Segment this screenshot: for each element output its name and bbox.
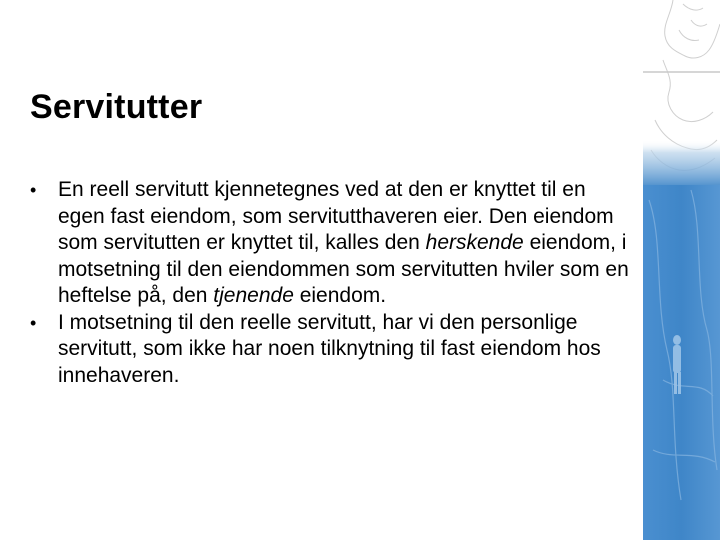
- emphasis-tjenende: tjenende: [213, 284, 294, 307]
- emphasis-herskende: herskende: [425, 231, 524, 254]
- bullet-item: [30, 310, 630, 390]
- slide-title: Servitutter: [30, 88, 203, 126]
- bullet-text: En reell servitutt kjennetegnes ved at den er knyttet til en egen fast eiendom, som servitutthaveren eier. Den eiendom som servitutten er knyttet til, kalles den herskende eiendom, i motsetning til den eiendommen som servitutten hviler som en heftelse på, den tjenende eiendom.: [58, 178, 629, 307]
- bullet-text: I motsetning til den reelle servitutt, har vi den personlige servitutt, som ikke har noen tilknytning til fast eiendom hos innehaveren.: [58, 310, 601, 387]
- bullet-marker: •: [30, 312, 37, 333]
- classical-head-logo-icon: [643, 0, 720, 540]
- bullet-marker: •: [30, 180, 37, 200]
- bullet-list: [30, 177, 630, 389]
- bullet-item: [30, 177, 630, 310]
- side-decoration-panel: [643, 0, 720, 540]
